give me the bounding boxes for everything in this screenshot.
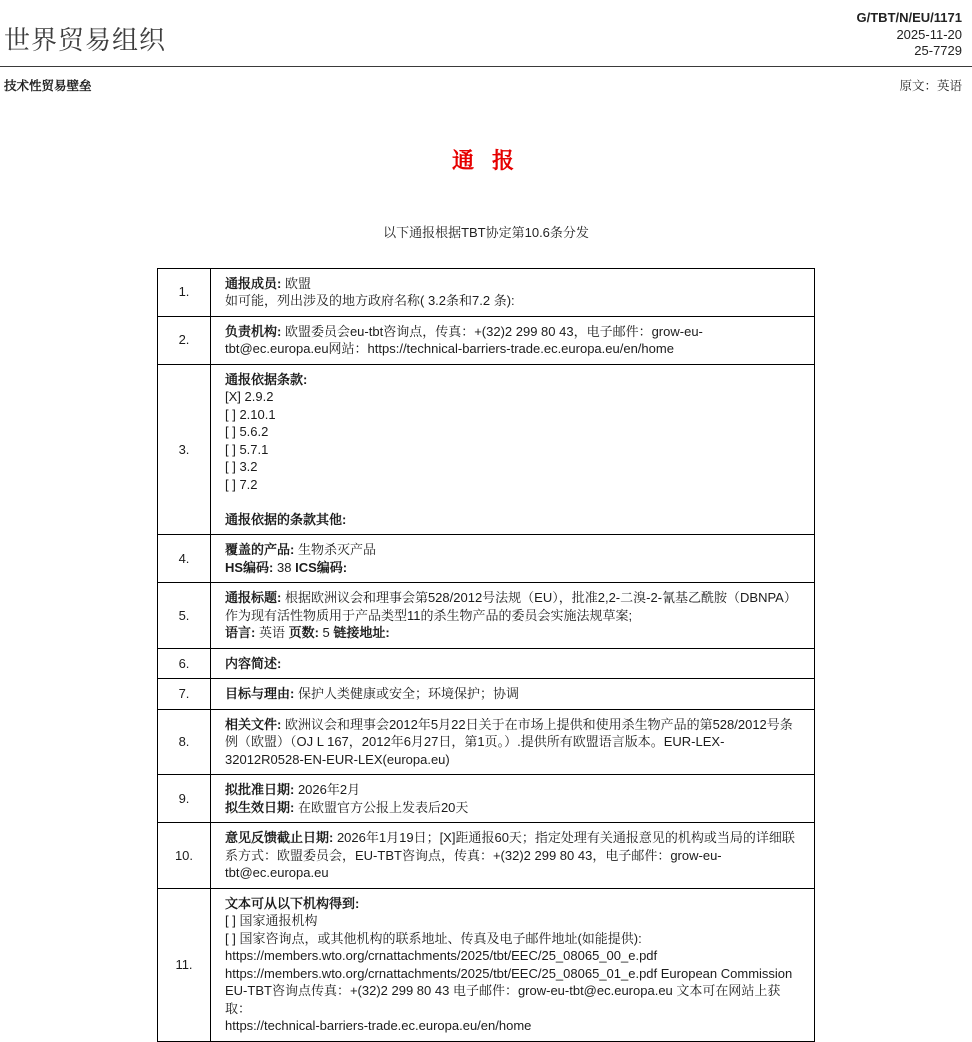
table-row — [158, 823, 815, 889]
row-number: 11. — [158, 888, 211, 1041]
table-row — [158, 679, 815, 710]
notification-table — [157, 268, 815, 1042]
row-number: 3. — [158, 364, 211, 535]
paragraph — [225, 493, 800, 511]
row-content — [211, 316, 815, 364]
field-value: [ ] 3.2 — [225, 459, 258, 474]
field-value: 在欧盟官方公报上发表后20天 — [297, 799, 469, 815]
doc-date: 2025-11-20 — [896, 26, 962, 42]
table-row — [158, 583, 815, 649]
field-label: 语言: — [225, 625, 259, 640]
paragraph — [225, 441, 800, 459]
row-content — [211, 648, 815, 679]
paragraph — [225, 716, 800, 769]
field-label: 通报成员: — [225, 275, 285, 291]
paragraph — [225, 541, 800, 559]
paragraph — [225, 655, 800, 673]
field-value: [ ] 国家通报机构 — [225, 913, 318, 928]
paragraph — [225, 423, 800, 441]
field-value: 2026年1月19日；[X]距通报60天；指定处理有关通报意见的机构或当局的详细联系方式：欧盟委员会，EU-TBT咨询点，传真：+(32)2 299 80 43，电子邮件：grow-eu-tbt@ec.europa.eu — [225, 830, 795, 880]
field-value: 欧盟 — [284, 275, 311, 291]
paragraph — [225, 982, 800, 1017]
org-title: 世界贸易组织 — [4, 25, 167, 55]
paragraph — [225, 685, 800, 703]
paragraph — [225, 511, 800, 529]
field-value: 5 — [322, 625, 330, 640]
row-content — [211, 888, 815, 1041]
row-number: 4. — [158, 535, 211, 583]
table-row — [158, 888, 815, 1041]
row-content — [211, 583, 815, 649]
row-number: 9. — [158, 775, 211, 823]
notification-title: 通 报 — [451, 147, 521, 173]
table-row — [158, 535, 815, 583]
paragraph — [225, 912, 800, 930]
table-row — [158, 709, 815, 775]
table-row — [158, 364, 815, 535]
row-number: 7. — [158, 679, 211, 710]
paragraph — [225, 1017, 800, 1035]
field-value: 欧盟委员会eu-tbt咨询点，传真：+(32)2 299 80 43，电子邮件：grow-eu-tbt@ec.europa.eu网站：https://technical-barriers-trade.ec.europa.eu/en/home — [225, 323, 703, 356]
field-label: 覆盖的产品: — [225, 542, 298, 557]
field-label: 通报依据条款: — [225, 371, 308, 387]
field-value: 2026年2月 — [297, 782, 361, 797]
section-label: 技术性贸易壁垒 — [4, 78, 92, 93]
field-value: [ ] 2.10.1 — [225, 406, 276, 422]
distribution-note: 以下通报根据TBT协定第10.6条分发 — [383, 224, 589, 240]
paragraph — [225, 624, 800, 642]
paragraph — [225, 559, 800, 577]
field-label: 文本可从以下机构得到: — [225, 895, 360, 911]
row-content — [211, 709, 815, 775]
paragraph — [225, 829, 800, 882]
field-value: EU-TBT咨询点传真：+(32)2 299 80 43 电子邮件：grow-eu-tbt@ec.europa.eu 文本可在网站上获取： — [225, 983, 781, 1016]
field-label: 链接地址: — [329, 625, 390, 640]
paragraph — [225, 965, 800, 983]
paragraph — [225, 323, 800, 358]
table-row — [158, 775, 815, 823]
paragraph — [225, 371, 800, 389]
field-value: [X] 2.9.2 — [225, 389, 274, 404]
row-content — [211, 823, 815, 889]
document-header — [0, 0, 972, 60]
paragraph — [225, 781, 800, 799]
field-value: https://technical-barriers-trade.ec.europa.eu/en/home — [225, 1018, 532, 1033]
row-content — [211, 775, 815, 823]
paragraph — [225, 388, 800, 406]
row-number: 8. — [158, 709, 211, 775]
field-label: 通报依据的条款其他: — [225, 511, 347, 527]
field-label: HS编码: — [225, 559, 278, 575]
row-number: 1. — [158, 268, 211, 316]
field-label: 意见反馈截止日期: — [225, 830, 337, 845]
paragraph — [225, 406, 800, 424]
field-label: 相关文件: — [225, 716, 285, 732]
table-row — [158, 648, 815, 679]
field-value: 如可能，列出涉及的地方政府名称( 3.2条和7.2 条): — [225, 293, 515, 308]
field-value: [ ] 7.2 — [225, 476, 258, 492]
field-value: [ ] 5.7.1 — [225, 441, 269, 457]
field-label: ICS编码: — [291, 559, 348, 575]
field-value: 生物杀灭产品 — [297, 542, 376, 557]
doc-number: G/TBT/N/EU/1171 — [856, 10, 962, 25]
row-number: 2. — [158, 316, 211, 364]
field-label: 目标与理由: — [225, 686, 298, 701]
paragraph — [225, 476, 800, 494]
table-row — [158, 316, 815, 364]
field-label: 拟生效日期: — [225, 799, 298, 815]
row-number: 6. — [158, 648, 211, 679]
field-value: 欧洲议会和理事会2012年5月22日关于在市场上提供和使用杀生物产品的第528/2012号条例（欧盟）（OJ L 167，2012年6月27日，第1页。）.提供所有欧盟语言版本。EUR-LEX-32012R0528-EN-EUR-LEX(europa.eu) — [225, 716, 793, 767]
row-content — [211, 679, 815, 710]
field-value: 38 — [277, 559, 292, 575]
doc-ref-number: 25-7729 — [914, 43, 962, 58]
field-value: [ ] 国家咨询点，或其他机构的联系地址、传真及电子邮件地址(如能提供): — [225, 930, 642, 946]
field-value: 保护人类健康或安全；环境保护；协调 — [297, 686, 519, 701]
paragraph — [225, 799, 800, 817]
paragraph — [225, 947, 800, 965]
paragraph — [225, 589, 800, 624]
original-language-label: 原文：英语 — [899, 78, 962, 93]
field-value: 英语 — [258, 625, 285, 640]
field-label: 内容简述: — [225, 655, 282, 671]
paragraph — [225, 458, 800, 476]
paragraph — [225, 275, 800, 293]
paragraph — [225, 930, 800, 948]
field-value: [ ] 5.6.2 — [225, 424, 269, 439]
field-label: 页数: — [284, 625, 323, 640]
field-label: 负责机构: — [225, 323, 285, 339]
field-value: https://members.wto.org/crnattachments/2025/tbt/EEC/25_08065_00_e.pdf — [225, 948, 658, 963]
field-value: https://members.wto.org/crnattachments/2025/tbt/EEC/25_08065_01_e.pdf European Commission — [225, 965, 793, 981]
row-number: 10. — [158, 823, 211, 889]
paragraph — [225, 895, 800, 913]
row-content — [211, 535, 815, 583]
row-content — [211, 364, 815, 535]
field-value: 根据欧洲议会和理事会第528/2012号法规（EU），批准2,2-二溴-2-氰基乙酰胺（DBNPA）作为现有活性物质用于产品类型11的杀生物产品的委员会实施法规草案; — [225, 590, 797, 623]
document-subheader — [0, 67, 972, 94]
table-row — [158, 268, 815, 316]
paragraph — [225, 292, 800, 310]
document-header-meta — [857, 10, 962, 60]
field-label: 通报标题: — [225, 590, 285, 605]
row-content — [211, 268, 815, 316]
field-label: 拟批准日期: — [225, 782, 298, 797]
row-number: 5. — [158, 583, 211, 649]
